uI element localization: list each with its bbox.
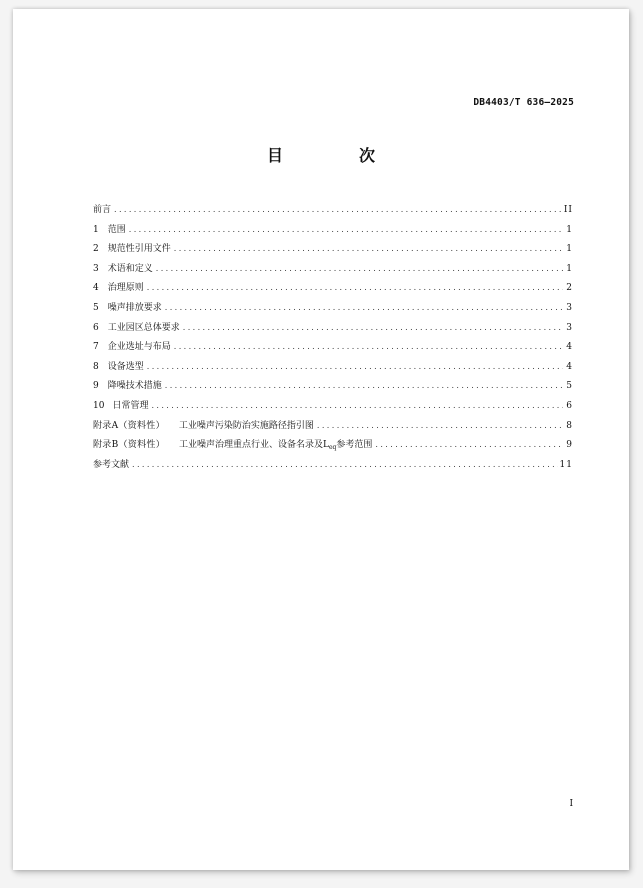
toc-entry-number: 4 bbox=[93, 283, 99, 294]
toc-entry-site-layout[interactable] bbox=[93, 339, 573, 359]
toc-entry-number: 5 bbox=[93, 302, 99, 313]
toc-entry-label: 工业噪声污染防治实施路径指引图 bbox=[178, 420, 314, 431]
toc-entry-page: 4 bbox=[566, 361, 573, 372]
toc-entry-annex-b[interactable] bbox=[93, 437, 573, 457]
toc-entry-page: 1 bbox=[566, 244, 573, 255]
toc-entry-daily-management[interactable] bbox=[93, 398, 573, 418]
toc-leader-dots bbox=[165, 381, 563, 390]
toc-entry-equipment-selection[interactable] bbox=[93, 359, 573, 379]
toc-entry-number: 7 bbox=[93, 342, 99, 353]
toc-leader-dots bbox=[375, 440, 563, 449]
toc-entry-page: 2 bbox=[566, 283, 573, 294]
toc-entry-page: 11 bbox=[559, 459, 573, 470]
toc-entry-page: 3 bbox=[566, 302, 573, 313]
toc-entry-page: 1 bbox=[566, 224, 573, 235]
toc-entry-page: 9 bbox=[566, 440, 573, 451]
toc-leader-dots bbox=[317, 421, 563, 430]
toc-entry-annex-a[interactable] bbox=[93, 418, 573, 438]
toc-entry-number: 9 bbox=[93, 381, 99, 392]
table-of-contents bbox=[93, 202, 573, 476]
toc-entry-scope[interactable] bbox=[93, 222, 573, 242]
toc-entry-label bbox=[179, 437, 372, 450]
toc-leader-dots bbox=[151, 401, 563, 410]
toc-entry-page: 8 bbox=[566, 420, 573, 431]
toc-entry-number: 8 bbox=[93, 361, 99, 372]
toc-leader-dots bbox=[165, 303, 563, 312]
toc-entry-industrial-park[interactable] bbox=[93, 320, 573, 340]
toc-entry-governance-principles[interactable] bbox=[93, 280, 573, 300]
toc-entry-label: 术语和定义 bbox=[107, 263, 153, 274]
toc-entry-number: 6 bbox=[93, 322, 99, 333]
toc-entry-label: 前言 bbox=[93, 205, 112, 215]
toc-entry-label: 设备选型 bbox=[107, 361, 144, 372]
toc-annex-label: 附录A（资料性） bbox=[93, 420, 165, 431]
toc-entry-number: 3 bbox=[93, 263, 99, 274]
document-page bbox=[13, 9, 629, 870]
toc-leader-dots bbox=[147, 283, 563, 292]
toc-entry-page: 1 bbox=[566, 263, 573, 274]
toc-entry-label: 参考文献 bbox=[93, 459, 130, 470]
toc-entry-terms-definitions[interactable] bbox=[93, 261, 573, 281]
toc-leader-dots bbox=[156, 264, 563, 273]
toc-entry-label: 规范性引用文件 bbox=[107, 244, 171, 255]
toc-entry-foreword[interactable] bbox=[93, 202, 573, 222]
toc-label-subscript: eq bbox=[329, 444, 337, 452]
toc-entry-label: 工业园区总体要求 bbox=[107, 322, 180, 333]
toc-entry-bibliography[interactable] bbox=[93, 457, 573, 477]
document-id: DB4403/T 636—2025 bbox=[473, 97, 574, 108]
toc-label-text: 工业噪声治理重点行业、设备名录及L bbox=[179, 440, 329, 451]
toc-annex-label: 附录B（资料性） bbox=[93, 440, 166, 451]
toc-leader-dots bbox=[114, 205, 562, 214]
toc-entry-label: 范围 bbox=[107, 224, 126, 235]
toc-entry-page: II bbox=[563, 205, 573, 215]
toc-entry-label: 日常管理 bbox=[112, 400, 149, 411]
toc-entry-label: 噪声排放要求 bbox=[107, 302, 162, 313]
toc-entry-label: 治理原则 bbox=[107, 283, 144, 294]
toc-entry-number: 1 bbox=[93, 224, 99, 235]
toc-leader-dots bbox=[132, 460, 558, 469]
toc-entry-page: 6 bbox=[566, 400, 573, 411]
toc-entry-noise-emission[interactable] bbox=[93, 300, 573, 320]
toc-entry-normative-references[interactable] bbox=[93, 241, 573, 261]
toc-leader-dots bbox=[174, 244, 563, 253]
toc-title: 目 次 bbox=[266, 146, 405, 165]
toc-entry-label: 企业选址与布局 bbox=[107, 342, 171, 353]
toc-leader-dots bbox=[147, 362, 563, 371]
toc-entry-page: 4 bbox=[566, 342, 573, 353]
toc-entry-label: 降噪技术措施 bbox=[107, 381, 162, 392]
toc-leader-dots bbox=[183, 323, 563, 332]
toc-label-text-after: 参考范围 bbox=[336, 440, 373, 451]
toc-leader-dots bbox=[174, 342, 563, 351]
toc-entry-number: 2 bbox=[93, 244, 99, 255]
toc-leader-dots bbox=[129, 225, 563, 234]
toc-entry-noise-reduction[interactable] bbox=[93, 378, 573, 398]
page-number: I bbox=[569, 799, 573, 809]
toc-entry-page: 3 bbox=[566, 322, 573, 333]
toc-entry-page: 5 bbox=[566, 381, 573, 392]
toc-entry-number: 10 bbox=[93, 400, 105, 411]
